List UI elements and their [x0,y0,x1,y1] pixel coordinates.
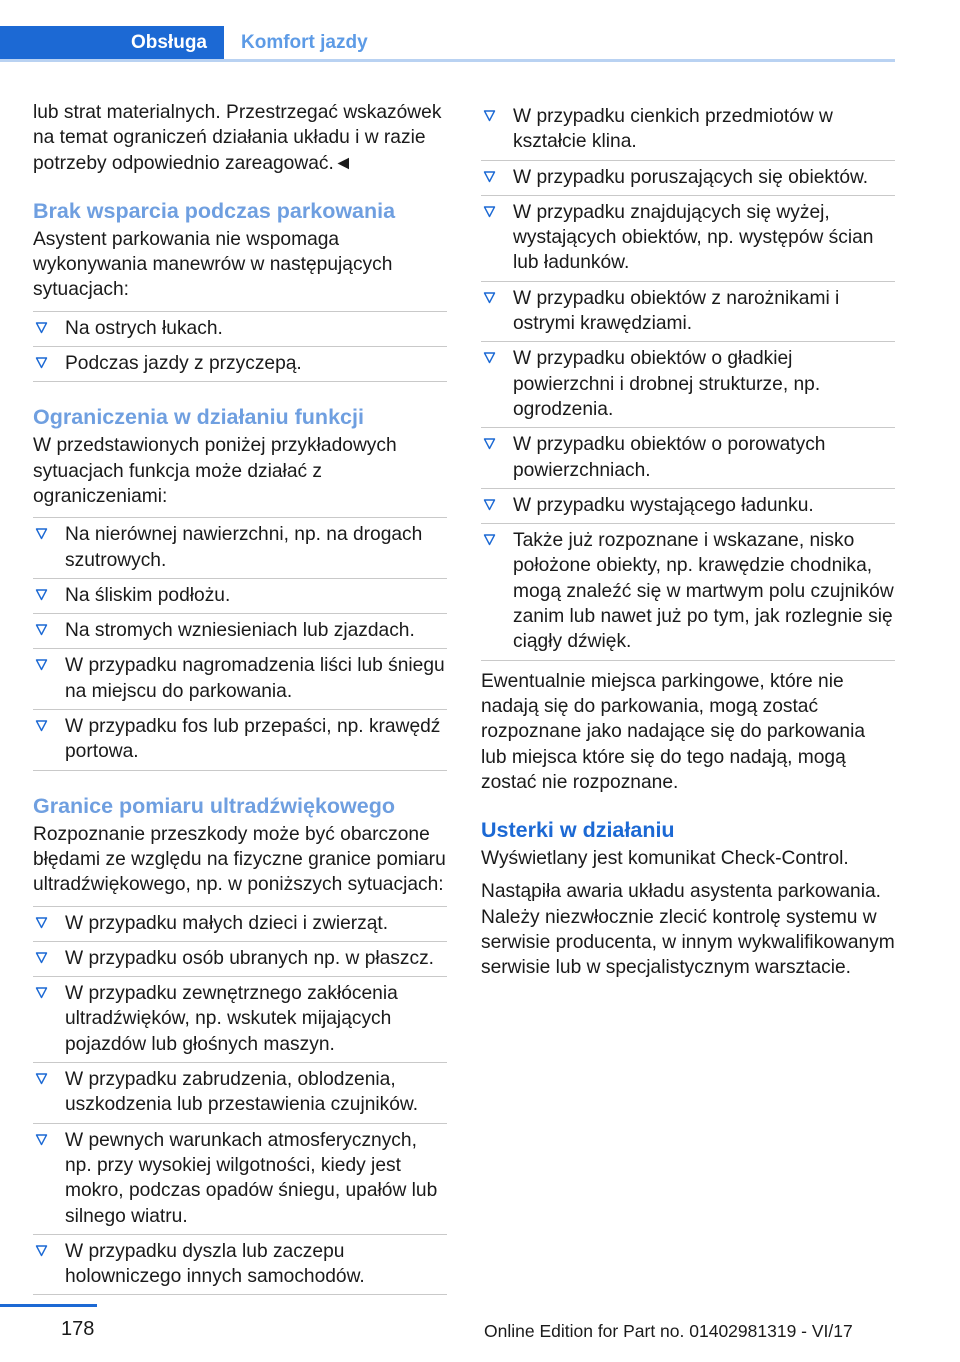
triangle-bullet-icon [483,498,495,510]
triangle-bullet-icon [35,1133,47,1145]
triangle-bullet-icon [483,291,495,303]
page-header [0,26,895,62]
list-item: Na nierównej nawierzchni, np. na drogach szutrowych. [33,517,447,579]
triangle-bullet-icon [483,109,495,121]
list-item: W przypadku poruszających się obiektów. [481,161,895,196]
list-item: Podczas jazdy z przyczepą. [33,347,447,382]
list-item: W przypadku dyszla lub zaczepu holowniczego innych samochodów. [33,1235,447,1296]
bullet-list [33,906,447,1296]
list-item: W przypadku małych dzieci i zwierząt. [33,906,447,942]
list-item: Także już rozpoznane i wskazane, nisko położone obiekty, np. krawędzie chodnika, mogą znaleźć się w martwym polu czujników zanim lub nawet już po tym, jak rozlegnie się ciągły dźwięk. [481,524,895,660]
triangle-bullet-icon [483,533,495,545]
list-item: Na ostrych łukach. [33,311,447,347]
triangle-bullet-icon [35,588,47,600]
triangle-bullet-icon [35,1072,47,1084]
triangle-bullet-icon [35,356,47,368]
tab-komfort-jazdy[interactable]: Komfort jazdy [241,32,368,53]
triangle-bullet-icon [35,1244,47,1256]
section-heading-malfunctions: Usterki w działaniu [481,818,675,843]
triangle-bullet-icon [35,527,47,539]
triangle-bullet-icon [35,623,47,635]
triangle-bullet-icon [35,951,47,963]
right-column [481,100,895,989]
list-item: W przypadku obiektów o gładkiej powierzchni i drobnej strukturze, np. ogrodzenia. [481,342,895,428]
triangle-bullet-icon [35,986,47,998]
malfunction-text: Nastąpiła awaria układu asystenta parkowania. Należy niezwłocznie zlecić kontrolę systemu w serwisie producenta, w innym wykwalifikowanym serwisie lub w specjalistycznym warsztacie. [481,881,895,979]
triangle-bullet-icon [35,321,47,333]
triangle-bullet-icon [483,205,495,217]
section-text: W przedstawionych poniżej przykładowych sytuacjach funkcja może działać z ograniczeniami: [33,435,397,507]
triangle-bullet-icon [483,170,495,182]
list-item: W przypadku obiektów z narożnikami i ostrymi krawędziami. [481,282,895,343]
bullet-list [33,517,447,770]
triangle-bullet-icon [35,658,47,670]
bullet-list [33,311,447,383]
list-item: W przypadku zewnętrznego zakłócenia ultradźwięków, np. wskutek mijających pojazdów lub głośnych maszyn. [33,977,447,1063]
triangle-bullet-icon [35,916,47,928]
footer-accent-line [0,1304,97,1307]
list-item: W pewnych warunkach atmosferycznych, np. przy wysokiej wilgotności, kiedy jest mokro, podczas opadów śniegu, upałów lub silnego wiatru. [33,1124,447,1235]
triangle-bullet-icon [35,719,47,731]
triangle-bullet-icon [483,437,495,449]
section-heading-limitations: Ograniczenia w działaniu funkcji [33,405,364,430]
triangle-bullet-icon [483,351,495,363]
list-item: W przypadku cienkich przedmiotów w kształcie klina. [481,100,895,161]
section-text: Rozpoznanie przeszkody może być obarczone błędami ze względu na fizyczne granice pomiaru ultradźwiękowego, np. w poniższych sytuacjach: [33,823,446,896]
check-control-text: Wyświetlany jest komunikat Check-Control. [481,848,849,870]
edition-note: Online Edition for Part no. 01402981319 - VI/17 [484,1321,853,1341]
parking-spot-note: Ewentualnie miejsca parkingowe, które nie nadają się do parkowania, mogą zostać rozpoznane jako nadające się do parkowania lub miejsca które się do tego nadają, mogą zostać nie rozpoznane. [481,670,866,793]
left-column [33,100,447,1303]
list-item: Na śliskim podłożu. [33,579,447,614]
list-item: W przypadku znajdujących się wyżej, wystających obiektów, np. występów ścian lub ładunków. [481,196,895,282]
list-item: W przypadku nagromadzenia liści lub śniegu na miejscu do parkowania. [33,649,447,710]
list-item: Na stromych wzniesieniach lub zjazdach. [33,614,447,649]
list-item: W przypadku fos lub przepaści, np. krawędź portowa. [33,710,447,771]
intro-paragraph: lub strat materialnych. Przestrzegać wskazówek na temat ograniczeń działania układu i w razie potrzeby odpowiednio zareagować.◄ [33,102,442,174]
list-item: W przypadku wystającego ładunku. [481,489,895,524]
section-heading-ultrasonic-limits: Granice pomiaru ultradźwiękowego [33,793,395,818]
bullet-list [481,100,895,661]
list-item: W przypadku obiektów o porowatych powierzchniach. [481,428,895,489]
page-number: 178 [61,1318,95,1340]
section-heading-parking-support: Brak wsparcia podczas parkowania [33,198,396,223]
tab-obsluga[interactable]: Obsługa [0,26,224,60]
list-item: W przypadku zabrudzenia, oblodzenia, uszkodzenia lub przestawienia czujników. [33,1063,447,1124]
section-text: Asystent parkowania nie wspomaga wykonywania manewrów w następujących sytuacjach: [33,228,393,301]
header-divider [0,59,895,62]
list-item: W przypadku osób ubranych np. w płaszcz. [33,942,447,977]
